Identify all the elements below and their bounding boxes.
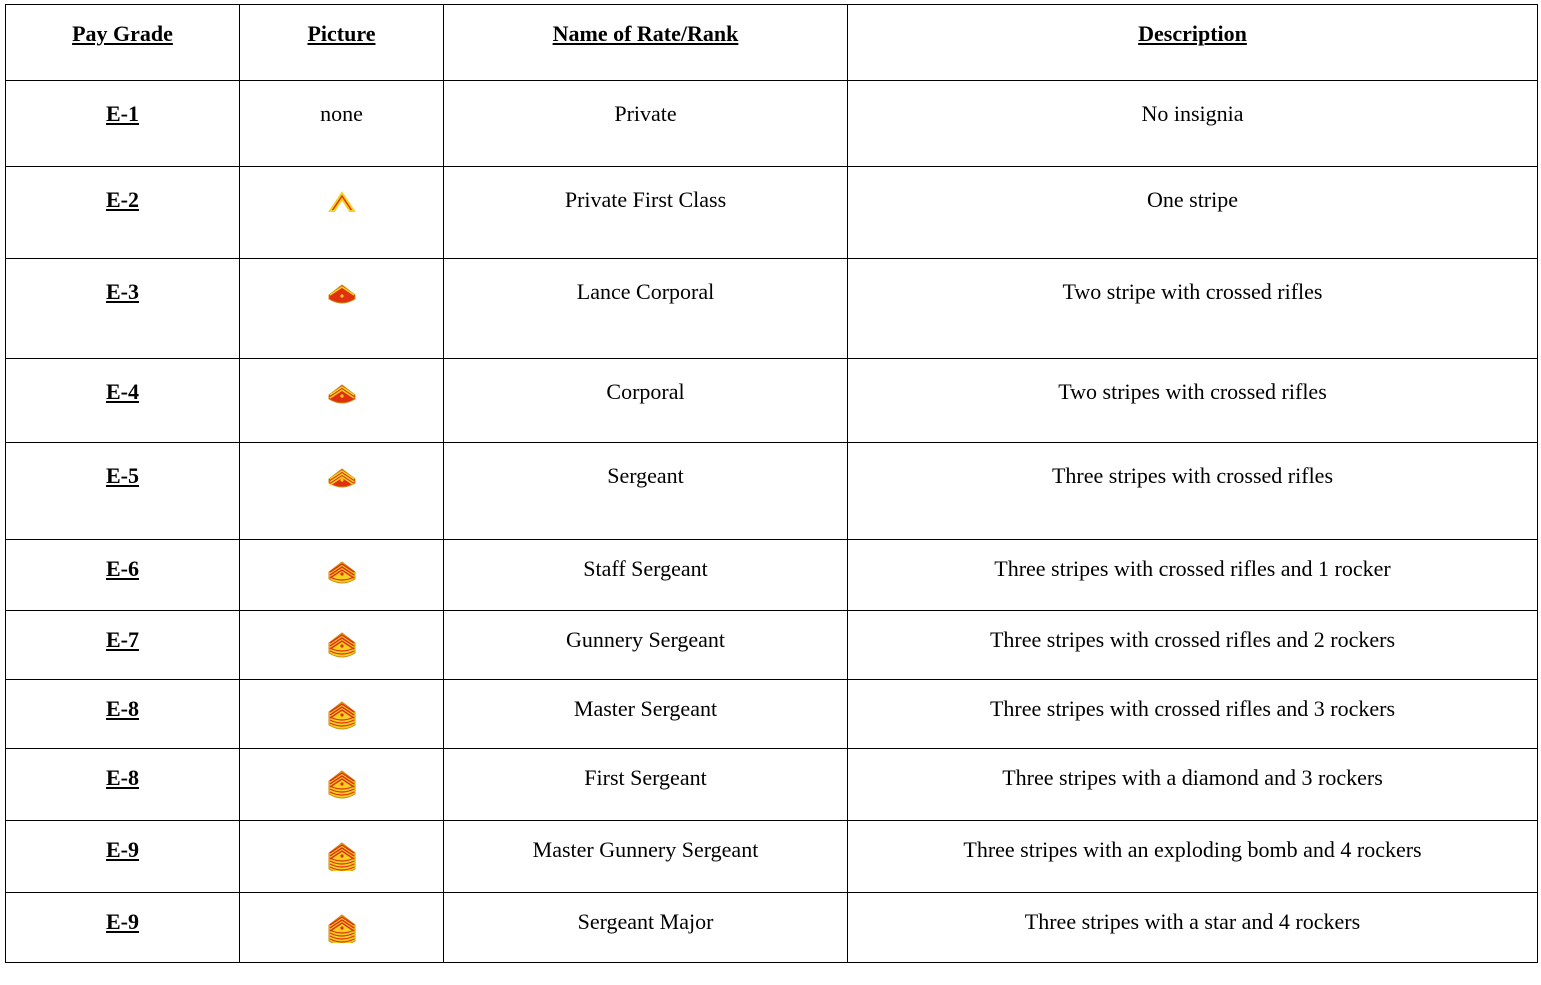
description-cell [848,821,1538,893]
rank-name-cell [444,81,848,167]
rank-name: Private [614,101,677,126]
description-cell [848,749,1538,821]
rank-name-cell [444,893,848,963]
picture-cell [240,749,444,821]
table-row [6,81,1538,167]
rank-name: First Sergeant [584,765,707,790]
rank-table [5,4,1538,963]
pay-grade-link[interactable]: E-7 [106,627,139,652]
header-description: Description [848,5,1538,81]
pay-grade-cell [6,611,240,680]
pay-grade-cell [6,81,240,167]
picture-cell [240,821,444,893]
pay-grade-cell [6,359,240,443]
header-picture: Picture [240,5,444,81]
rank-name-cell [444,611,848,680]
sergeant-chevron-icon [327,463,357,497]
picture-cell [240,611,444,680]
table-row [6,611,1538,680]
pay-grade-link[interactable]: E-2 [106,187,139,212]
picture-cell [240,443,444,540]
picture-cell [240,259,444,359]
lance-corporal-chevron-icon [327,279,357,313]
rank-name: Staff Sergeant [583,556,708,581]
rank-description: Three stripes with crossed rifles [1051,463,1334,488]
rank-name: Master Sergeant [573,696,718,721]
description-cell [848,893,1538,963]
pay-grade-cell [6,540,240,611]
description-cell [848,611,1538,680]
rank-name-cell [444,540,848,611]
rank-description: Three stripes with crossed rifles and 2 rockers [989,627,1396,652]
pay-grade-link[interactable]: E-9 [106,909,139,934]
table-row [6,259,1538,359]
rank-name: Sergeant [607,463,684,488]
pay-grade-link[interactable]: E-6 [106,556,139,581]
pay-grade-cell [6,443,240,540]
description-cell [848,443,1538,540]
pay-grade-cell [6,893,240,963]
description-cell [848,81,1538,167]
rank-description: Three stripes with a diamond and 3 rockers [1002,765,1383,790]
pay-grade-link[interactable]: E-5 [106,463,139,488]
pfc-chevron-icon [327,187,357,221]
picture-cell [240,680,444,749]
staff-sergeant-chevron-icon [327,556,357,590]
sergeant-major-chevron-icon [327,909,357,943]
master-gunnery-sergeant-chevron-icon [327,837,357,871]
rank-description: Three stripes with crossed rifles and 3 rockers [989,696,1396,721]
picture-cell [240,540,444,611]
rank-name: Corporal [606,379,685,404]
first-sergeant-chevron-icon [327,765,357,799]
table-row [6,749,1538,821]
description-cell [848,259,1538,359]
corporal-chevron-icon [327,379,357,413]
pay-grade-cell [6,749,240,821]
table-row [6,443,1538,540]
rank-name: Private First Class [564,187,727,212]
rank-name-cell [444,443,848,540]
rank-description: One stripe [1146,187,1239,212]
description-cell [848,167,1538,259]
header-row [6,5,1538,81]
pay-grade-cell [6,259,240,359]
rank-name-cell [444,359,848,443]
table-row [6,540,1538,611]
rank-name-cell [444,167,848,259]
rank-name-cell [444,749,848,821]
pay-grade-link[interactable]: E-8 [106,696,139,721]
table-row [6,680,1538,749]
picture-none-text: none [320,101,363,126]
picture-cell [240,81,444,167]
rank-description: Two stripe with crossed rifles [1062,279,1323,304]
pay-grade-link[interactable]: E-1 [106,101,139,126]
master-sergeant-chevron-icon [327,696,357,730]
rank-name: Gunnery Sergeant [565,627,726,652]
description-cell [848,540,1538,611]
rank-description: Three stripes with crossed rifles and 1 rocker [994,556,1391,581]
pay-grade-link[interactable]: E-4 [106,379,139,404]
rank-name: Sergeant Major [577,909,714,934]
table-row [6,359,1538,443]
header-pay-grade: Pay Grade [6,5,240,81]
rank-name-cell [444,821,848,893]
table-row [6,821,1538,893]
pay-grade-cell [6,680,240,749]
picture-cell [240,167,444,259]
rank-description: Two stripes with crossed rifles [1058,379,1327,404]
rank-name: Master Gunnery Sergeant [532,837,759,862]
pay-grade-link[interactable]: E-8 [106,765,139,790]
header-name: Name of Rate/Rank [444,5,848,81]
pay-grade-cell [6,821,240,893]
table-row [6,167,1538,259]
table-row [6,893,1538,963]
rank-description: No insignia [1141,101,1244,126]
rank-name-cell [444,259,848,359]
picture-cell [240,893,444,963]
description-cell [848,359,1538,443]
gunnery-sergeant-chevron-icon [327,627,357,661]
pay-grade-link[interactable]: E-3 [106,279,139,304]
rank-description: Three stripes with an exploding bomb and 4 rockers [963,837,1422,862]
pay-grade-cell [6,167,240,259]
description-cell [848,680,1538,749]
rank-name: Lance Corporal [576,279,715,304]
rank-name-cell [444,680,848,749]
pay-grade-link[interactable]: E-9 [106,837,139,862]
picture-cell [240,359,444,443]
rank-description: Three stripes with a star and 4 rockers [1024,909,1361,934]
